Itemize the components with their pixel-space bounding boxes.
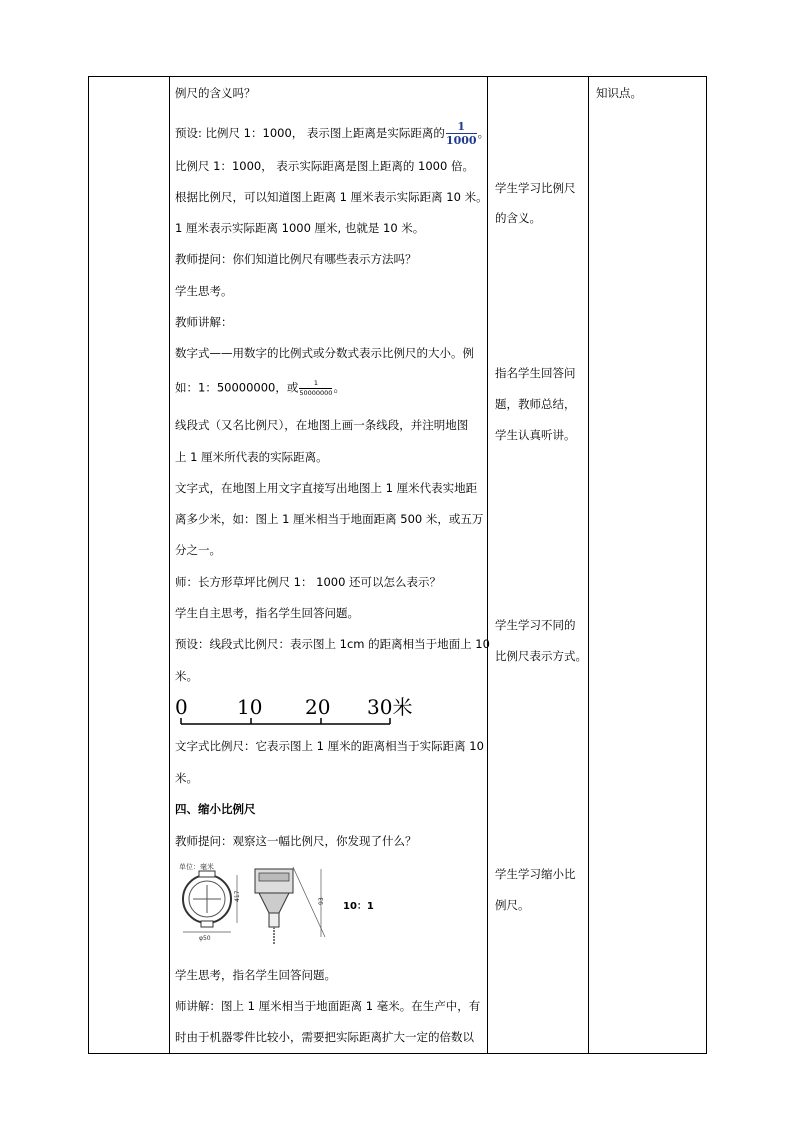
fraction: $\frac{1}{50000000}$ <box>299 379 333 397</box>
student-note: 比例尺表示方式。 <box>495 649 587 663</box>
text-line: 根据比例尺，可以知道图上距离 1 厘米表示实际距离 10 米。 <box>175 190 488 204</box>
student-note: 指名学生回答问 <box>495 366 576 380</box>
text-line: 米。 <box>175 669 198 683</box>
line-segment-scale <box>175 689 425 729</box>
column-divider <box>487 77 488 1053</box>
scale-label: 0 <box>175 695 188 719</box>
dimension-label: φ50 <box>199 935 211 942</box>
student-note: 学生学习比例尺 <box>495 181 576 195</box>
scale-label: 10 <box>237 695 263 719</box>
lesson-table <box>88 76 707 1054</box>
text-line: 比例尺 1：1000， 表示实际距离是图上距离的 1000 倍。 <box>175 159 474 173</box>
text-line: 学生思考，指名学生回答问题。 <box>175 968 336 982</box>
column-divider <box>169 77 170 1053</box>
ratio-label: 10：1 <box>343 901 374 912</box>
text-line: 教师提问：你们知道比例尺有哪些表示方法吗？ <box>175 252 417 266</box>
text-line: 如：1：50000000，或 $\frac{1}{50000000}$ 。 <box>175 379 345 397</box>
fraction: $\frac{1}{1000}$ <box>445 120 477 147</box>
dimension-label: 93 <box>318 897 325 905</box>
text-line: 时由于机器零件比较小，需要把实际距离扩大一定的倍数以 <box>175 1030 474 1044</box>
scale-label: 20 <box>305 695 331 719</box>
text-line: 预设: 比例尺 1：1000， 表示图上距离是实际距离的 $\frac{1}{1000}$ 。 <box>175 120 490 147</box>
text-line: 预设：线段式比例尺：表示图上 1cm 的距离相当于地面上 10 <box>175 637 490 651</box>
text-line: 师：长方形草坪比例尺 1： 1000 还可以怎么表示？ <box>175 575 442 589</box>
student-note: 学生学习不同的 <box>495 618 576 632</box>
student-note: 的含义。 <box>495 211 541 225</box>
design-note: 知识点。 <box>596 86 642 100</box>
text-line: 线段式（又名比例尺），在地图上画一条线段，并注明地图 <box>175 418 469 432</box>
text-line: 分之一。 <box>175 543 221 557</box>
column-divider <box>588 77 589 1053</box>
unit-label: 单位：毫米 <box>179 863 214 871</box>
text-line: 米。 <box>175 771 198 785</box>
text-line: 文字式，在地图上用文字直接写出地图上 1 厘米代表实地距 <box>175 481 478 495</box>
text-line: 教师讲解： <box>175 315 233 329</box>
text-line: 学生自主思考，指名学生回答问题。 <box>175 606 359 620</box>
text-line: 师讲解：图上 1 厘米相当于地面距离 1 毫米。在生产中，有 <box>175 999 481 1013</box>
text-line: 文字式比例尺：它表示图上 1 厘米的距离相当于实际距离 10 <box>175 739 484 753</box>
student-note: 学生学习缩小比 <box>495 867 576 881</box>
student-note: 例尺。 <box>495 898 530 912</box>
text-line: 教师提问：观察这一幅比例尺，你发现了什么？ <box>175 834 417 848</box>
text-line: 1 厘米表示实际距离 1000 厘米, 也就是 10 米。 <box>175 221 425 235</box>
section-heading: 四、缩小比例尺 <box>175 802 256 816</box>
enlarged-part-drawing <box>175 857 405 952</box>
text-line: 离多少米，如：图上 1 厘米相当于地面距离 500 米，或五万 <box>175 512 484 526</box>
text-line: 数字式——用数字的比例式或分数式表示比例尺的大小。例 <box>175 346 474 360</box>
text-line: 学生思考。 <box>175 284 233 298</box>
student-note: 学生认真听讲。 <box>495 428 576 442</box>
text-line: 上 1 厘米所代表的实际距离。 <box>175 450 328 464</box>
scale-label: 30米 <box>367 695 413 719</box>
text-line: 例尺的含义吗？ <box>175 86 256 100</box>
dimension-label: 417 <box>234 890 241 902</box>
student-note: 题，教师总结， <box>495 397 576 411</box>
